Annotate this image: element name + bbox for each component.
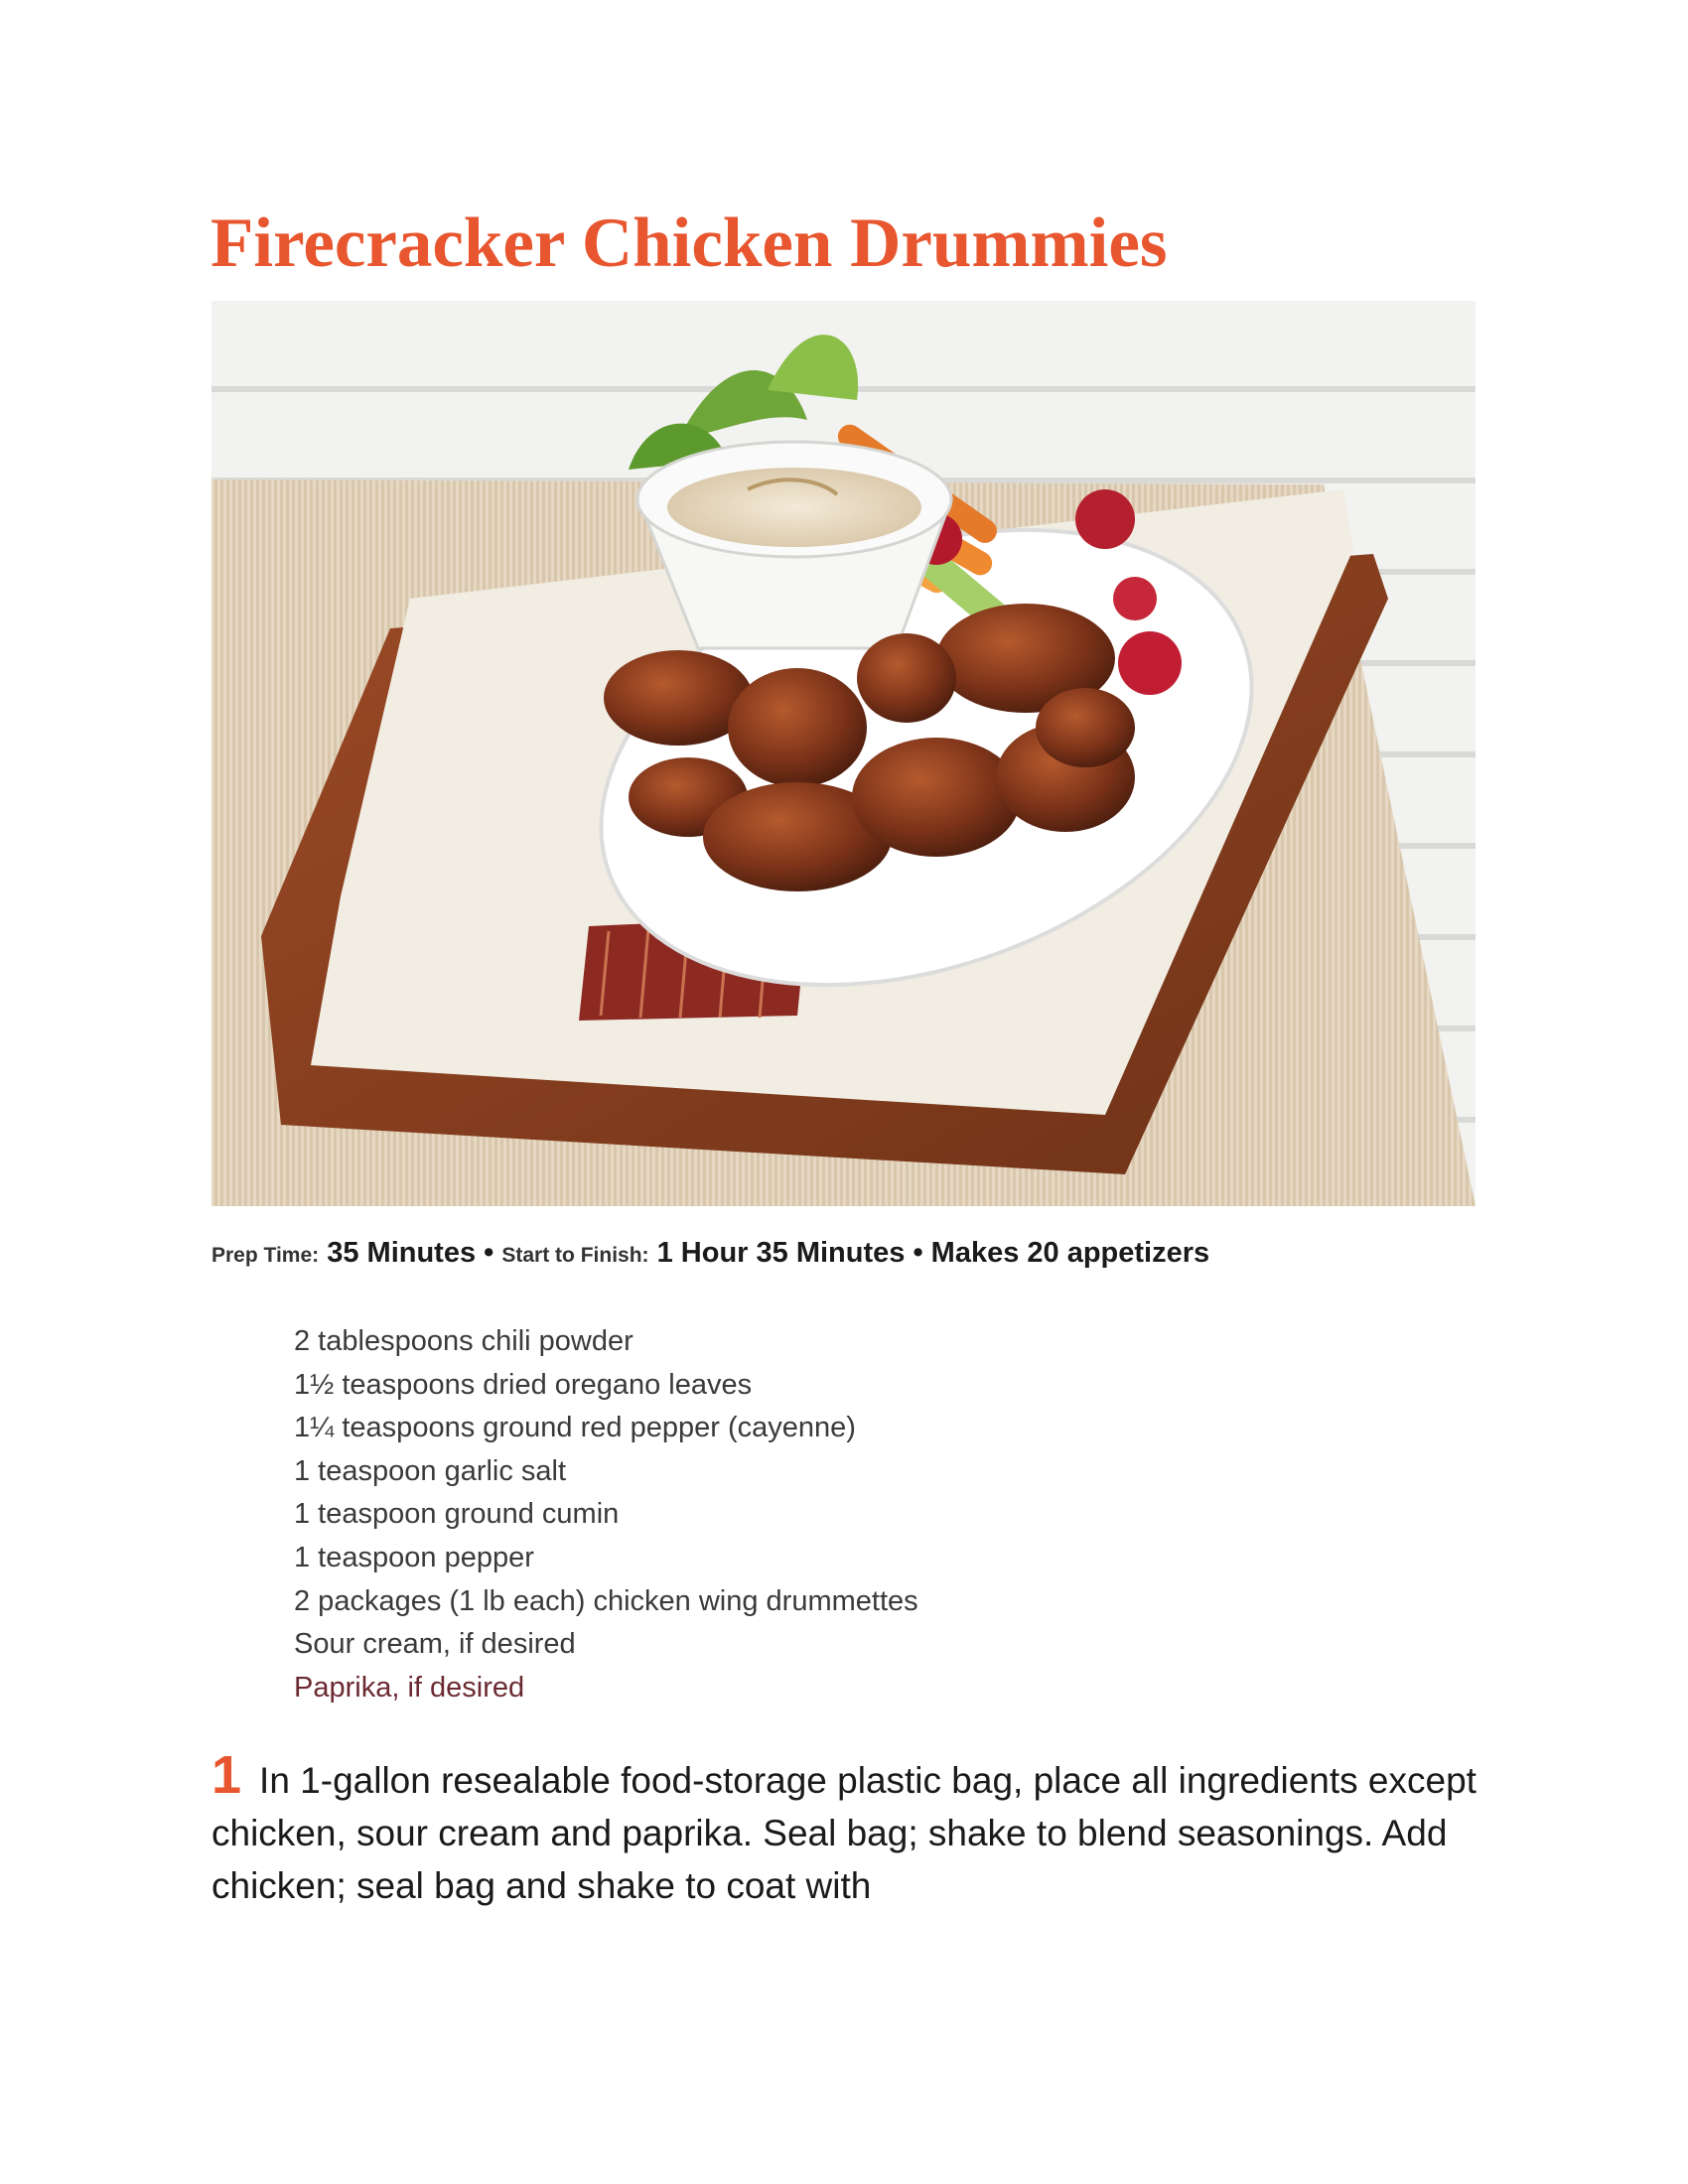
recipe-meta	[211, 1233, 1209, 1276]
meta-separator: •	[484, 1237, 494, 1269]
instruction-step	[211, 1745, 1502, 1912]
prep-time-value: 35 Minutes	[327, 1237, 477, 1269]
prep-time-label: Prep Time:	[211, 1244, 320, 1267]
start-to-finish-value: 1 Hour 35 Minutes	[656, 1237, 906, 1269]
yield-value: Makes 20 appetizers	[930, 1237, 1210, 1269]
ingredient-item: 1¼ teaspoons ground red pepper (cayenne)	[294, 1412, 856, 1444]
ingredient-list	[294, 1320, 918, 1709]
step-text: In 1-gallon resealable food-storage plastic bag, place all ingredients except chicken, sour cream and paprika. Seal bag; shake to blend seasonings. Add chicken; seal bag and shake to coat with	[211, 1760, 1477, 1906]
dip-bowl	[637, 442, 951, 648]
meta-separator: •	[913, 1237, 923, 1269]
step-number: 1	[211, 1745, 242, 1805]
ingredient-item: Sour cream, if desired	[294, 1628, 576, 1661]
ingredient-item: 2 tablespoons chili powder	[294, 1325, 633, 1357]
ingredient-item: 1 teaspoon ground cumin	[294, 1498, 620, 1531]
ingredient-item: 1 teaspoon pepper	[294, 1541, 534, 1573]
start-to-finish-label: Start to Finish:	[501, 1244, 649, 1267]
recipe-photo	[211, 301, 1476, 1206]
ingredient-item: Paprika, if desired	[294, 1671, 525, 1704]
ingredient-item: 1½ teaspoons dried oregano leaves	[294, 1368, 753, 1401]
ingredient-item: 1 teaspoon garlic salt	[294, 1454, 567, 1487]
ingredient-item: 2 packages (1 lb each) chicken wing drummettes	[294, 1584, 918, 1617]
recipe-title: Firecracker Chicken Drummies	[211, 205, 1168, 282]
